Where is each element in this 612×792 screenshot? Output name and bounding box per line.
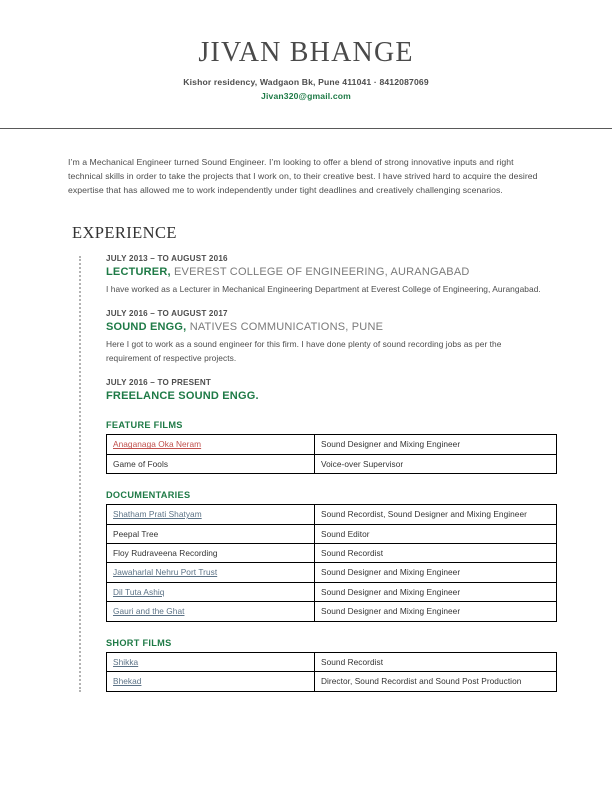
film-role-cell: Sound Designer and Mixing Engineer — [315, 582, 557, 601]
table-row — [107, 543, 557, 562]
job-organization: EVEREST COLLEGE OF ENGINEERING, AURANGABAD — [170, 265, 470, 278]
film-role-cell: Sound Designer and Mixing Engineer — [315, 435, 557, 454]
job-entry — [106, 378, 542, 404]
job-title — [106, 389, 542, 404]
page-title: JIVAN BHANGE — [198, 37, 414, 68]
job-description: Here I got to work as a sound engineer for this firm. I have done plenty of sound recording jobs as per the requirement of respective projects. — [106, 339, 502, 363]
summary-paragraph: I’m a Mechanical Engineer turned Sound Engineer. I’m looking to offer a blend of strong innovative inputs and right technical skills in order to take the projects that I work on, to their creative best. I have strived hard to acquire the desired expertise that has allowed me to work independently under tight deadlines and creatively challenging scenarios. — [68, 156, 538, 195]
experience-timeline — [0, 254, 612, 692]
table-row — [107, 505, 557, 524]
film-section-heading: SHORT FILMS — [106, 637, 172, 648]
film-title-link[interactable]: Dil Tuta Ashiq — [113, 586, 165, 597]
film-title-link[interactable]: Anaganaga Oka Neram — [113, 439, 202, 450]
job-date: JULY 2013 – TO AUGUST 2016 — [106, 253, 228, 263]
job-title — [106, 320, 542, 335]
job-description: I have worked as a Lecturer in Mechanical Engineering Department at Everest College of Engineering, Aurangabad. — [106, 283, 541, 294]
job-entry — [106, 309, 542, 365]
table-row — [107, 454, 557, 473]
table-row — [107, 602, 557, 621]
film-role-cell: Voice-over Supervisor — [315, 454, 557, 473]
job-title — [106, 265, 542, 280]
job-entry — [106, 254, 542, 296]
film-title-cell — [107, 652, 315, 671]
table-row — [107, 524, 557, 543]
film-title-cell — [107, 672, 315, 691]
film-title-text: Game of Fools — [113, 458, 169, 469]
job-list — [106, 254, 542, 404]
film-role-cell: Sound Editor — [315, 524, 557, 543]
film-title-cell — [107, 454, 315, 473]
film-title-cell — [107, 505, 315, 524]
film-role-cell: Sound Recordist — [315, 543, 557, 562]
film-role-cell: Director, Sound Recordist and Sound Post Production — [315, 672, 557, 691]
film-role-cell: Sound Designer and Mixing Engineer — [315, 602, 557, 621]
film-role-cell: Sound Designer and Mixing Engineer — [315, 563, 557, 582]
film-sections — [106, 420, 542, 691]
film-title-link[interactable]: Shatham Prati Shatyam — [113, 509, 202, 520]
film-table — [106, 504, 557, 622]
film-title-cell — [107, 602, 315, 621]
film-title-cell — [107, 524, 315, 543]
film-table — [106, 434, 557, 474]
film-section-heading: FEATURE FILMS — [106, 420, 183, 431]
table-row — [107, 652, 557, 671]
timeline-rail — [79, 256, 81, 692]
film-role-cell: Sound Recordist, Sound Designer and Mixing Engineer — [315, 505, 557, 524]
header-divider — [0, 128, 612, 129]
film-title-link[interactable]: Gauri and the Ghat — [113, 606, 185, 617]
table-row — [107, 582, 557, 601]
job-date: JULY 2016 – TO PRESENT — [106, 378, 212, 388]
film-title-cell — [107, 435, 315, 454]
film-section — [106, 638, 542, 692]
film-title-text: Floy Rudraveena Recording — [113, 547, 218, 558]
table-row — [107, 672, 557, 691]
film-title-text: Peepal Tree — [113, 528, 159, 539]
job-role: LECTURER, — [106, 265, 171, 278]
film-title-link[interactable]: Jawaharlal Nehru Port Trust — [113, 567, 218, 578]
film-title-link[interactable]: Shikka — [113, 656, 139, 667]
film-table — [106, 652, 557, 692]
contact-line: Kishor residency, Wadgaon Bk, Pune 411041 · 8412087069 — [183, 76, 429, 87]
section-heading-experience: EXPERIENCE — [72, 222, 177, 242]
table-row — [107, 563, 557, 582]
film-title-cell — [107, 543, 315, 562]
job-date: JULY 2016 – TO AUGUST 2017 — [106, 309, 228, 319]
film-section — [106, 420, 542, 474]
job-role: FREELANCE SOUND ENGG. — [106, 390, 259, 403]
table-row — [107, 435, 557, 454]
film-title-link[interactable]: Bhekad — [113, 676, 142, 687]
film-title-cell — [107, 582, 315, 601]
job-role: SOUND ENGG, — [106, 321, 187, 334]
film-title-cell — [107, 563, 315, 582]
film-section — [106, 490, 542, 622]
resume-header — [0, 0, 612, 129]
job-organization: NATIVES COMMUNICATIONS, PUNE — [186, 321, 384, 334]
film-section-heading: DOCUMENTARIES — [106, 490, 191, 501]
film-role-cell: Sound Recordist — [315, 652, 557, 671]
email-link[interactable]: Jivan320@gmail.com — [261, 90, 351, 101]
